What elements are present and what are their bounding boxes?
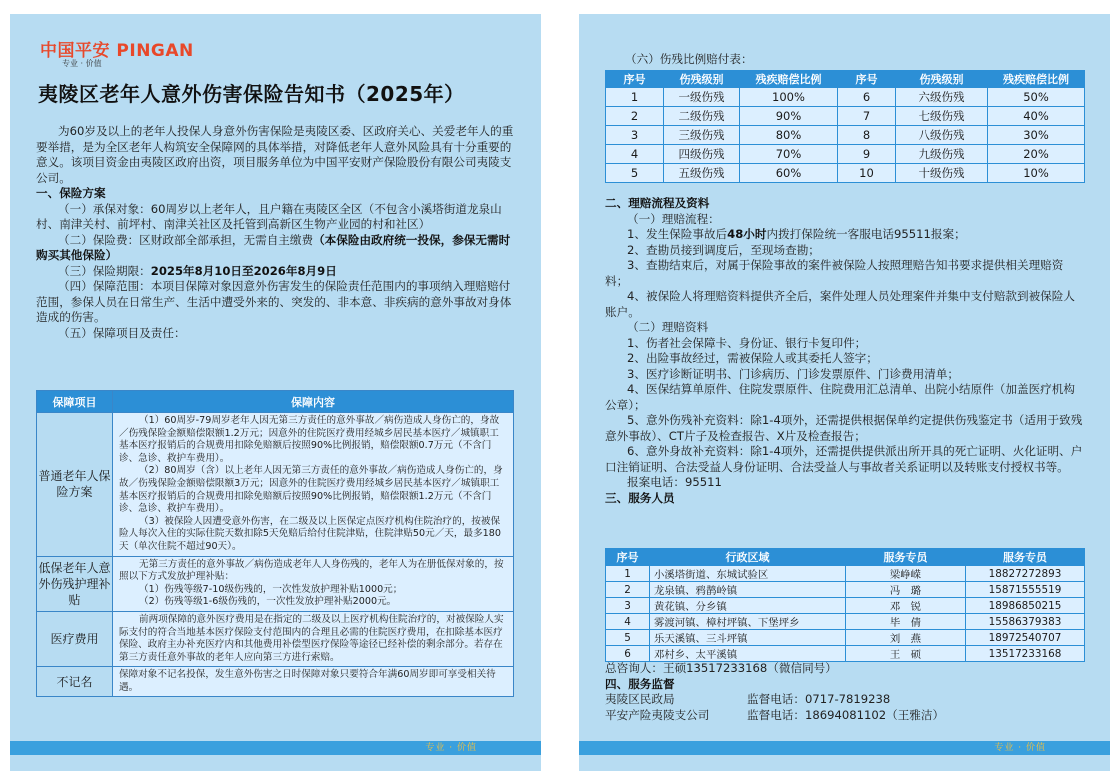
section-3-heading: 三、服务人员 [605, 490, 675, 505]
coverage-name: 低保老年人意外伤残护理补贴 [37, 556, 113, 611]
table-cell: 3 [606, 598, 650, 614]
table-cell: 梁峥嵘 [846, 566, 966, 582]
coverage-name: 医疗费用 [37, 611, 113, 666]
table-cell: 三级伤残 [664, 126, 740, 145]
table-header-cell: 行政区域 [650, 549, 846, 566]
insured-object: （一）承保对象：60周岁以上老年人，且户籍在夷陵区全区（不包含小溪塔街道龙泉山村、南津关村、前坪村、南津关社区及托管到高新区生物产业园的村和社区） [36, 201, 502, 231]
table-cell: 40% [988, 107, 1085, 126]
footer-tagline: 专业 · 价值 [994, 743, 1046, 753]
table-cell: 雾渡河镇、樟村坪镇、下堡坪乡 [650, 614, 846, 630]
table-cell: 15586379383 [966, 614, 1085, 630]
coverage-content [113, 556, 514, 611]
table-cell: 5 [606, 630, 650, 646]
claims-material: 6、意外身故补充资料：除1-4项外，还需提供提供派出所开具的死亡证明、火化证明、户口注销证明、合法受益人身份证明、合法受益人与事故者关系证明以及转账支付授权书等。 [605, 444, 1083, 474]
supervision-phone: 监督电话：0717-7819238 [747, 692, 891, 706]
table-cell: 一级伤残 [664, 88, 740, 107]
table-header-cell: 序号 [606, 71, 664, 88]
coverage-name: 不记名 [37, 667, 113, 697]
table-cell: 8 [838, 126, 896, 145]
table-header-cell: 服务专员 [846, 549, 966, 566]
table-cell: 13517233168 [966, 646, 1085, 662]
table-header-cell: 服务专员 [966, 549, 1085, 566]
table-header-cell: 残疾赔偿比例 [988, 71, 1085, 88]
coverage-scope: （四）保障范围：本项目保障对象因意外伤害发生的保险责任范围内的事项纳入理赔赔付范围，参保人员在日常生产、生活中遭受外来的、突发的、非本意、非疾病的意外事故对身体造成的伤害。 [36, 279, 512, 324]
table-cell: 龙泉镇、鸦鹊岭镇 [650, 582, 846, 598]
table-row [606, 107, 1085, 126]
section-2-heading: 二、理赔流程及资料 [605, 196, 710, 210]
premium-paragraph [36, 233, 516, 264]
table-cell: 2 [606, 582, 650, 598]
table-row [606, 614, 1085, 630]
table-cell: 八级伤残 [896, 126, 988, 145]
supervision-row [605, 692, 1085, 708]
coverage-content [113, 667, 514, 697]
table-row [37, 556, 514, 611]
table-header-cell: 伤残级别 [896, 71, 988, 88]
table-cell: 18986850215 [966, 598, 1085, 614]
supervision-org: 平安产险夷陵支公司 [605, 707, 710, 722]
disability-table [605, 70, 1085, 183]
claims-material: 3、医疗诊断证明书、门诊病历、门诊发票原件、门诊费用清单； [627, 366, 960, 381]
table-row [606, 88, 1085, 107]
claims-step: 2、查勘员接到调度后，至现场查勘； [627, 242, 820, 257]
claims-materials-heading: （二）理赔资料 [627, 320, 709, 334]
table-cell: 90% [740, 107, 838, 126]
table-cell: 7 [838, 107, 896, 126]
table-cell: 四级伤残 [664, 145, 740, 164]
table-cell: 小溪塔街道、东城试验区 [650, 566, 846, 582]
table-cell: 4 [606, 614, 650, 630]
right-page [579, 14, 1110, 771]
coverage-items-caption: （五）保障项目及责任： [58, 325, 186, 340]
claims-flow-heading: （一）理赔流程： [627, 211, 720, 226]
table-cell: 5 [606, 164, 664, 183]
pingan-logo: 中国平安 PINGAN [40, 41, 194, 61]
table-cell: 1 [606, 88, 664, 107]
table-cell: 九级伤残 [896, 145, 988, 164]
claims-step-text: 内拨打保险统一客服电话95511报案； [766, 227, 966, 241]
table-cell: 王 硕 [846, 646, 966, 662]
table-row [37, 611, 514, 666]
coverage-content [113, 611, 514, 666]
supervision-section [605, 661, 1085, 723]
table-cell: 七级伤残 [896, 107, 988, 126]
table-header-row [606, 549, 1085, 566]
claims-material: 5、意外伤残补充资料：除1-4项外，还需提供根据保单约定提供伤残鉴定书（适用于致残意外事故）、CT片子及检查报告、X片及检查报告； [605, 413, 1083, 443]
table-cell: 80% [740, 126, 838, 145]
table-header-cell: 残疾赔偿比例 [740, 71, 838, 88]
coverage-name: 普通老年人保险方案 [37, 413, 113, 557]
table-cell: 6 [606, 646, 650, 662]
logo-tagline: 专业 · 价值 [62, 59, 102, 68]
table-row [606, 145, 1085, 164]
table-cell: 10 [838, 164, 896, 183]
period-label: （三）保险期限： [58, 263, 151, 278]
table-cell: 18972540707 [966, 630, 1085, 646]
table-row [606, 126, 1085, 145]
intro-paragraph: 为60岁及以上的老年人投保人身意外伤害保险是夷陵区委、区政府关心、关爱老年人的重要举措，是为全区老年人构筑安全保障网的具体举措，对降低老年人意外风险具有十分重要的意义。该项目资金由夷陵区政府出资，项目服务单位为中国平安财产保险股份有限公司夷陵支公司。 [36, 124, 514, 185]
table-cell: 六级伤残 [896, 88, 988, 107]
table-cell: 50% [988, 88, 1085, 107]
table-cell: 1 [606, 566, 650, 582]
table-cell: 毕 倩 [846, 614, 966, 630]
table-header-row [37, 391, 514, 413]
table-row [606, 164, 1085, 183]
table-cell: 70% [740, 145, 838, 164]
report-phone: 报案电话：95511 [627, 475, 722, 489]
table-cell: 二级伤残 [664, 107, 740, 126]
table-cell: 30% [988, 126, 1085, 145]
claims-material: 2、出险事故经过，需被保险人或其委托人签字； [627, 351, 878, 365]
table-row [606, 566, 1085, 582]
supervision-row [605, 708, 1085, 724]
table-cell: 60% [740, 164, 838, 183]
coverage-table [36, 390, 514, 697]
table-row [606, 630, 1085, 646]
coverage-content [113, 413, 514, 557]
section-1-heading: 一、保险方案 [36, 186, 106, 200]
table-cell: 十级伤残 [896, 164, 988, 183]
consultant-line: 总咨询人：王硕13517233168（微信同号） [605, 661, 837, 675]
section-4-heading: 四、服务监督 [605, 676, 675, 691]
disability-caption: （六）伤残比例赔付表： [625, 52, 753, 66]
table-row [37, 667, 514, 697]
claims-section [605, 196, 1085, 506]
period-paragraph [36, 264, 516, 280]
premium-text: （二）保险费：区财政部全部承担，无需自主缴费 [58, 232, 314, 247]
table-cell: 2 [606, 107, 664, 126]
coverage-line: （2）80周岁（含）以上老年人因无第三方责任的意外事故／病伤造成人身伤亡的，身故／伤残保险金额赔偿限额3万元；因意外的住院医疗费用经城乡居民基本医疗／城镇职工基本医疗报销后的合规费用扣除免赔额后按照90%比例报销，赔偿限额1.2万元（不含门诊、急诊、救护车费用）。 [119, 465, 503, 515]
claims-material: 4、医保结算单原件、住院发票原件、住院费用汇总清单、出院小结原件（加盖医疗机构公章）； [605, 382, 1075, 412]
claims-step: 3、查勘结束后，对属于保险事故的案件被保险人按照理赔告知书要求提供相关理赔资料； [605, 258, 1064, 288]
table-cell: 9 [838, 145, 896, 164]
left-page [10, 14, 541, 771]
claims-step-deadline: 48小时 [727, 227, 767, 241]
claims-step-text: 1、发生保险事故后 [627, 227, 728, 241]
table-header-cell: 序号 [606, 549, 650, 566]
supervision-phone: 监督电话：18694081102（王雅洁） [747, 707, 945, 722]
coverage-line: （2）伤残等级1-6级伤残的，一次性发放护理补贴2000元。 [139, 596, 397, 608]
coverage-line: 保障对象不记名投保，发生意外伤害之日时保障对象只要符合年满60周岁即可享受相关待遇。 [119, 669, 496, 693]
table-cell: 100% [740, 88, 838, 107]
table-cell: 黄花镇、分乡镇 [650, 598, 846, 614]
premium-note: （本保险由政府统一投保，参保无需时购买其他保险） [36, 232, 511, 262]
coverage-line: （3）被保险人因遭受意外伤害，在二级及以上医保定点医疗机构住院治疗的，按被保险人每次入住的实际住院天数扣除5天免赔后给付住院津贴，住院津贴50元／天，最多180天（单次住院不超过90天）。 [119, 515, 501, 552]
table-header-cell: 保障内容 [113, 391, 514, 413]
table-header-cell: 保障项目 [37, 391, 113, 413]
table-cell: 15871555519 [966, 582, 1085, 598]
table-row [37, 413, 514, 557]
page-title: 夷陵区老年人意外伤害保险告知书（2025年） [38, 82, 465, 106]
table-cell: 邓 锐 [846, 598, 966, 614]
table-cell: 3 [606, 126, 664, 145]
footer-tagline: 专业 · 价值 [425, 743, 477, 753]
table-cell: 18827272893 [966, 566, 1085, 582]
period-value: 2025年8月10日至2026年8月9日 [150, 263, 337, 278]
claims-material: 1、伤者社会保障卡、身份证、银行卡复印件； [627, 335, 867, 350]
table-row [606, 646, 1085, 662]
supervision-org: 夷陵区民政局 [605, 692, 675, 706]
coverage-line: 无第三方责任的意外事故／病伤造成老年人人身伤残的，老年人为在册低保对象的，按照以下方式发放护理补贴： [119, 558, 504, 583]
table-cell: 10% [988, 164, 1085, 183]
table-header-row [606, 71, 1085, 88]
table-row [606, 598, 1085, 614]
table-header-cell: 伤残级别 [664, 71, 740, 88]
table-cell: 6 [838, 88, 896, 107]
table-cell: 刘 燕 [846, 630, 966, 646]
table-row [606, 582, 1085, 598]
table-cell: 20% [988, 145, 1085, 164]
service-staff-table [605, 548, 1085, 662]
claims-step: 4、被保险人将理赔资料提供齐全后，案件处理人员处理案件并集中支付赔款到被保险人账户。 [605, 289, 1075, 319]
table-cell: 冯 璐 [846, 582, 966, 598]
table-cell: 五级伤残 [664, 164, 740, 183]
left-body [36, 124, 516, 341]
coverage-line: 前两项保障的意外医疗费用是在指定的二级及以上医疗机构住院治疗的，对被保险人实际支付的符合当地基本医疗保险支付范围内的合理且必需的住院医疗费用，在扣除基本医疗保险、政府主办补充医疗内和其他费用补偿型医疗保险等途径已经补偿的剩余部分。若存在第三方责任意外事故的老年人应向第三方进行索赔。 [119, 613, 504, 663]
coverage-line: （1）60周岁-79周岁老年人因无第三方责任的意外事故／病伤造成人身伤亡的，身故／伤残保险金额赔偿限额1.2万元；因意外的住院医疗费用经城乡居民基本医疗／城镇职工基本医疗报销后的合规费用扣除免赔额后按照90%比例报销，赔偿限额0.7万元（不含门诊、急诊、救护车费用）。 [119, 415, 500, 464]
table-cell: 邓村乡、太平溪镇 [650, 646, 846, 662]
claims-step [605, 227, 1085, 243]
coverage-line: （1）伤残等级7-10级伤残的，一次性发放护理补贴1000元； [139, 583, 403, 595]
table-cell: 乐天溪镇、三斗坪镇 [650, 630, 846, 646]
table-cell: 4 [606, 145, 664, 164]
table-header-cell: 序号 [838, 71, 896, 88]
